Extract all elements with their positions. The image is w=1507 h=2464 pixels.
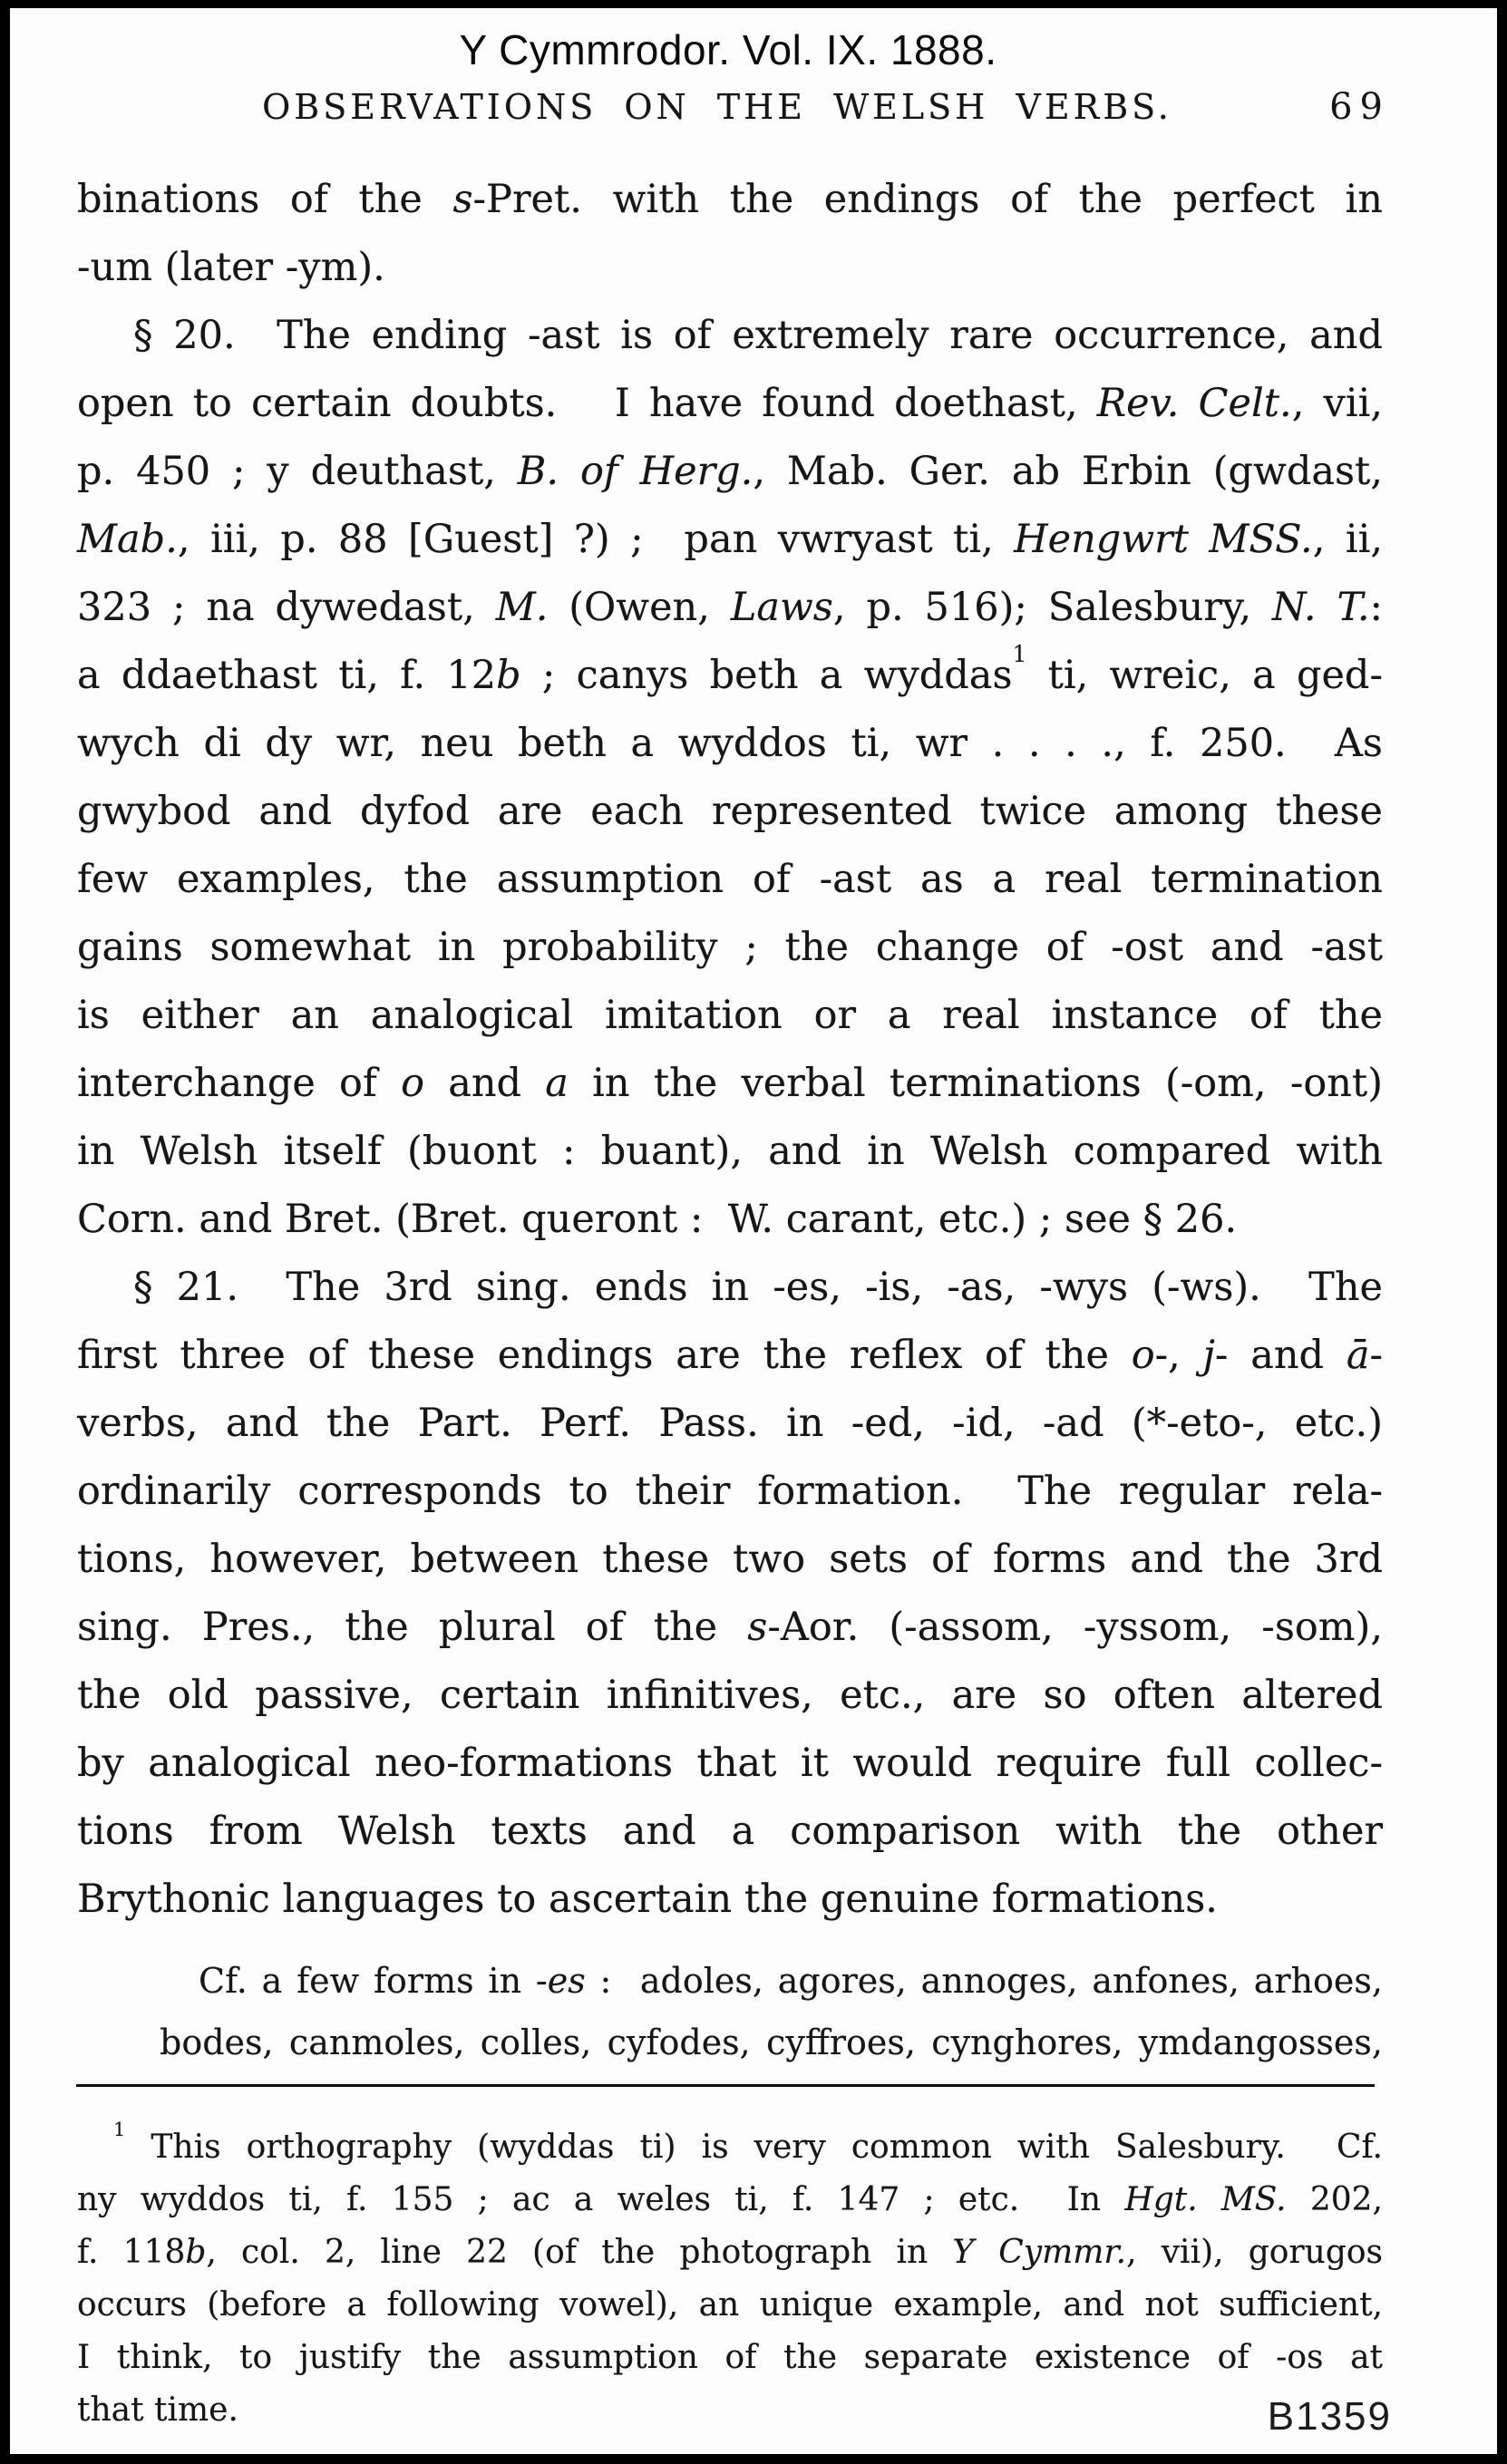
page-number: 69 [1329,86,1390,128]
scanned-page [10,8,1497,2454]
text-line: tions from Welsh texts and a comparison with the other [77,1809,1383,1854]
text-line: tions, however, between these two sets of forms and the 3rd [77,1537,1383,1582]
text-line: gwybod and dyfod are each represented twice among these [77,789,1383,834]
text-line: by analogical neo-formations that it would require full collec- [77,1741,1383,1786]
text-line: f. 118b, col. 2, line 22 (of the photograph in Y Cymmr., vii), gorugos [77,2234,1384,2271]
text-line: binations of the s-Pret. with the endings of the perfect in [77,177,1383,222]
text-line: first three of these endings are the reflex of the o-, j- and ā- [77,1333,1383,1378]
small-print-note [160,1950,1383,2073]
text-line: bodes, canmoles, colles, cyfodes, cyffroes, cynghores, ymdangosses, [160,2023,1383,2062]
text-line: occurs (before a following vowel), an unique example, and not sufficient, [77,2286,1383,2323]
body-text [77,166,1383,1934]
text-line: $^1$ This orthography (wyddas ti) is very common with Salesbury. Cf. [113,2118,1383,2166]
text-line: the old passive, certain infinitives, etc., are so often altered [77,1673,1383,1718]
text-line: in Welsh itself (buont : buant), and in Welsh compared with [77,1129,1383,1174]
text-line: a ddaethast ti, f. 12b ; canys beth a wyddas$^1$ ti, wreic, a ged- [77,640,1383,698]
text-line: ordinarily corresponds to their formation. The regular rela- [77,1469,1383,1514]
text-line: Mab., iii, p. 88 [Guest] ?) ; pan vwryast ti, Hengwrt MSS., ii, [77,517,1383,562]
text-line: Cf. a few forms in -es : adoles, agores, annoges, anfones, arhoes, [199,1961,1383,2001]
text-line: 323 ; na dywedast, M. (Owen, Laws, p. 516); Salesbury, N. T.: [77,585,1383,630]
text-line: gains somewhat in probability ; the change of -ost and -ast [77,925,1383,970]
text-line: wych di dy wr, neu beth a wyddos ti, wr . . . ., f. 250. As [77,721,1383,766]
text-line: sing. Pres., the plural of the s-Aor. (-assom, -yssom, -som), [77,1605,1383,1650]
text-line: interchange of o and a in the verbal terminations (-om, -ont) [77,1061,1383,1106]
text-line: is either an analogical imitation or a real instance of the [77,993,1383,1038]
text-line: Corn. and Bret. (Bret. queront : W. carant, etc.) ; see § 26. [77,1197,1238,1242]
text-line: I think, to justify the assumption of the separate existence of -os at [77,2339,1383,2376]
text-line: § 20. The ending -ast is of extremely rare occurrence, and [133,313,1383,358]
text-line: § 21. The 3rd sing. ends in -es, -is, -as, -wys (-ws). The [133,1265,1383,1310]
text-line: -um (later -ym). [77,245,385,290]
volume-header: Y Cymmrodor. Vol. IX. 1888. [459,26,997,73]
text-line: Brythonic languages to ascertain the genuine formations. [77,1877,1218,1922]
text-line: verbs, and the Part. Perf. Pass. in -ed, -id, -ad (*-eto-, etc.) [77,1401,1383,1446]
text-line: open to certain doubts. I have found doethast, Rev. Celt., vii, [77,381,1383,426]
text-line: p. 450 ; y deuthast, B. of Herg., Mab. Ger. ab Erbin (gwdast, [77,449,1384,494]
footnote-block [77,2118,1384,2437]
running-head-row [10,86,1497,128]
running-head: OBSERVATIONS ON THE WELSH VERBS. [262,87,1172,127]
text-line: that time. [77,2391,238,2429]
catalog-stamp: B1359 [1267,2394,1392,2439]
text-line: ny wyddos ti, f. 155 ; ac a weles ti, f. 147 ; etc. In Hgt. MS. 202, [77,2181,1383,2218]
text-line: few examples, the assumption of -ast as a real termination [77,857,1383,902]
footnote-rule [76,2084,1375,2087]
